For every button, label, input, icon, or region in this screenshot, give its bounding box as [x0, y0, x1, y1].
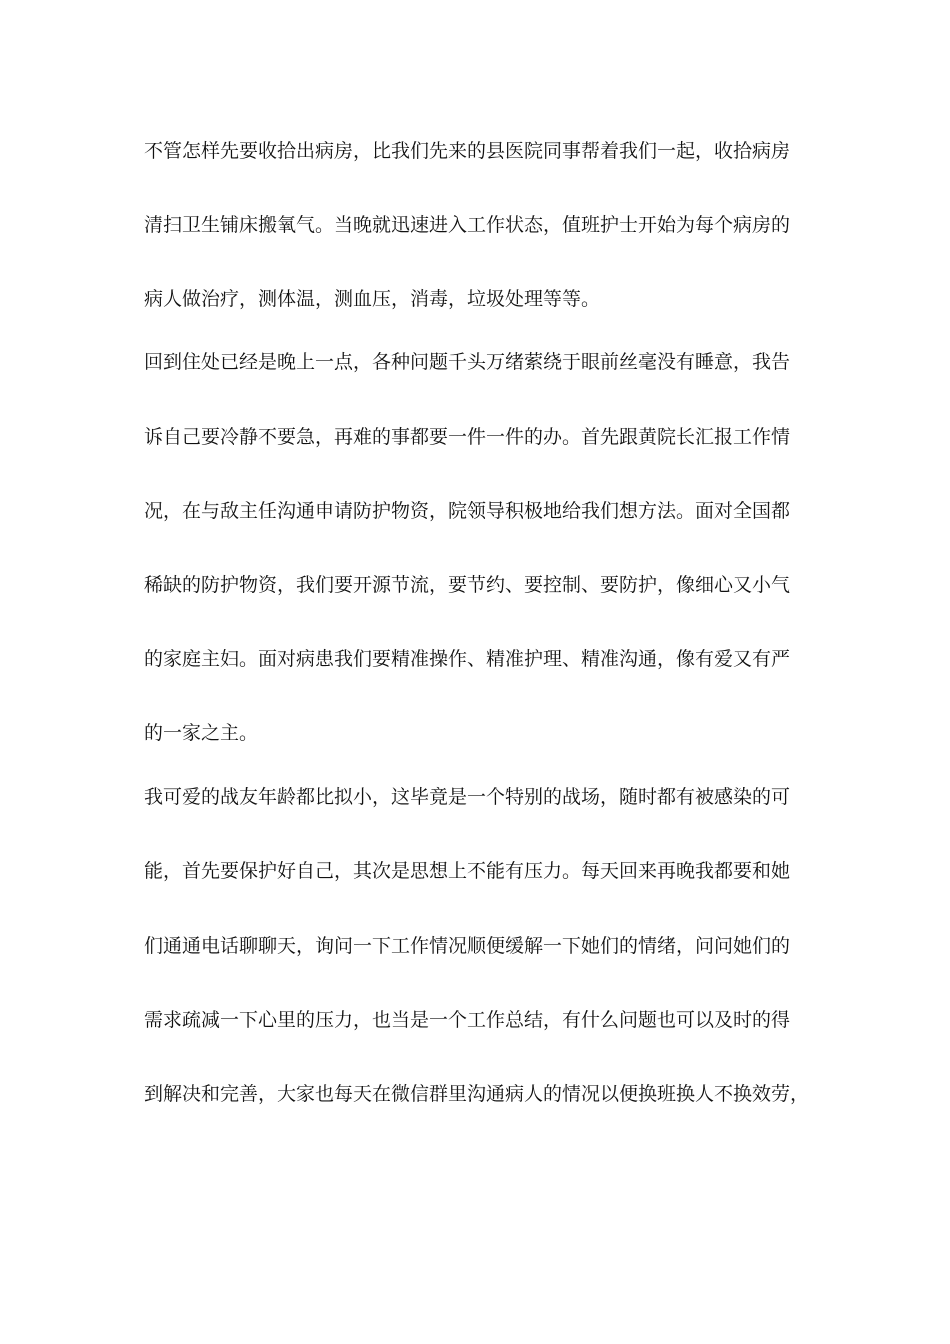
- text-line: 病人做治疗，测体温，测血压，消毒，垃圾处理等等。: [144, 288, 601, 310]
- text-line: 的家庭主妇。面对病患我们要精准操作、精准护理、精准沟通，像有爱又有严: [144, 648, 791, 670]
- text-line: 诉自己要冷静不要急，再难的事都要一件一件的办。首先跟黄院长汇报工作情: [144, 426, 791, 448]
- text-line: 能，首先要保护好自己，其次是思想上不能有压力。每天回来再晚我都要和她: [144, 860, 791, 882]
- text-line: 况，在与敌主任沟通申请防护物资，院领导积极地给我们想方法。面对全国都: [144, 500, 791, 522]
- text-line: 的一家之主。: [144, 722, 259, 744]
- text-line: 稀缺的防护物资，我们要开源节流，要节约、要控制、要防护，像细心又小气: [144, 574, 791, 596]
- text-line: 们通通电话聊聊天，询问一下工作情况顺便缓解一下她们的情绪，问问她们的: [144, 935, 791, 957]
- text-line: 我可爱的战友年龄都比拟小，这毕竟是一个特别的战场，随时都有被感染的可: [144, 786, 791, 808]
- text-line: 需求疏减一下心里的压力，也当是一个工作总结，有什么问题也可以及时的得: [144, 1009, 791, 1031]
- text-line: 到解决和完善，大家也每天在微信群里沟通病人的情况以便换班换人不换效劳，: [144, 1083, 810, 1105]
- text-line: 不管怎样先要收拾出病房，比我们先来的县医院同事帮着我们一起，收拾病房: [144, 140, 791, 162]
- text-line: 回到住处已经是晚上一点，各种问题千头万绪萦绕于眼前丝毫没有睡意，我告: [144, 351, 791, 373]
- text-line: 清扫卫生铺床搬氧气。当晚就迅速进入工作状态，值班护士开始为每个病房的: [144, 214, 791, 236]
